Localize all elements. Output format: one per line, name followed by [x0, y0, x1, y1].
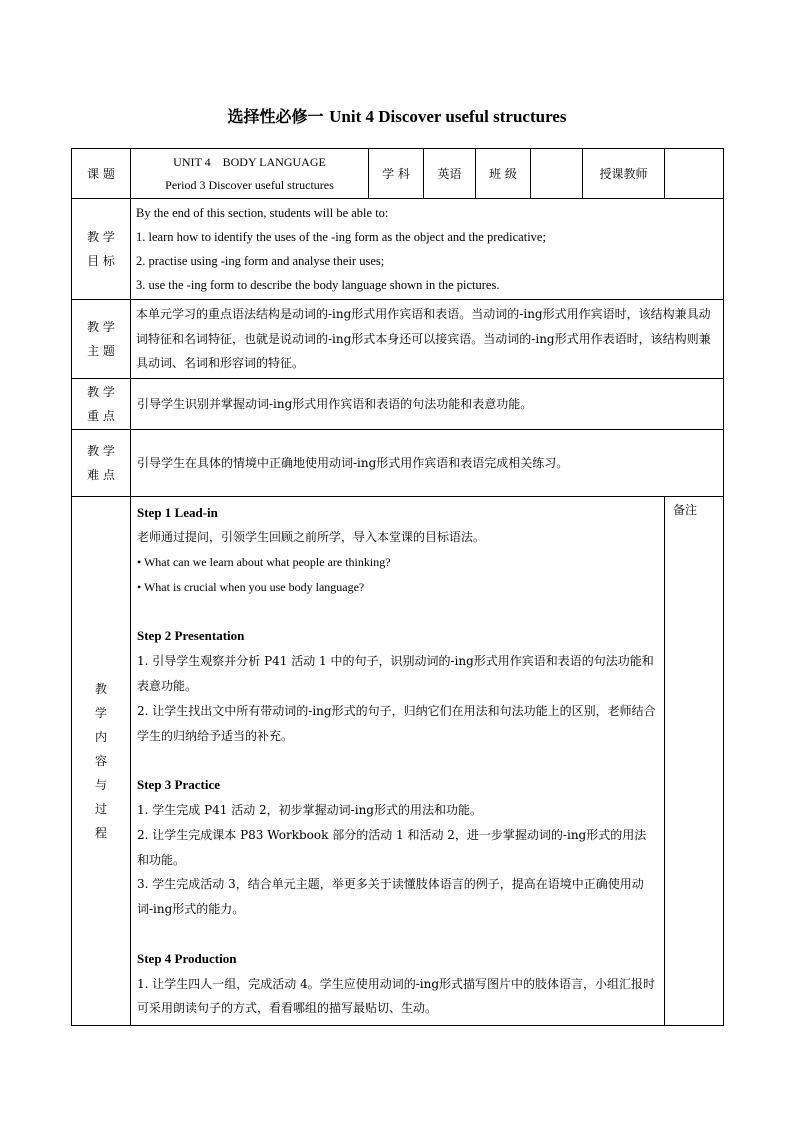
step3-item-1: 1. 学生完成 P41 活动 2，初步掌握动词-ing形式的用法和功能。: [137, 803, 482, 818]
step2-title: Step 2 Presentation: [137, 628, 245, 644]
teacher-label: 授课教师: [583, 149, 665, 199]
step1-text: 老师通过提问，引领学生回顾之前所学，导入本堂课的目标语法。: [137, 530, 486, 545]
objectives-content: [131, 199, 724, 300]
step2-item-2: 2. 让学生找出文中所有带动词的-ing形式的句子，归纳它们在用法和句法功能上的区别，老师结合学生的归纳给予适当的补充。: [137, 703, 656, 743]
step1-title: Step 1 Lead-in: [137, 504, 218, 520]
topic-cell: [131, 149, 369, 199]
key-points-label: 教 学 重 点: [72, 378, 131, 429]
topic-line2: Period 3 Discover useful structures: [165, 177, 334, 192]
step2-item-1: 1. 引导学生观察并分析 P41 活动 1 中的句子，识别动词的-ing形式用作宾语和表语的句法功能和表意功能。: [137, 654, 654, 694]
class-label: 班 级: [476, 149, 531, 199]
subject-value: 英语: [424, 149, 476, 199]
step3-item-3: 3. 学生完成活动 3，结合单元主题，举更多关于读懂肢体语言的例子，提高在语境中正确使用动词-ing形式的能力。: [137, 877, 644, 917]
process-content: [131, 496, 665, 1026]
step4-item-1: 1. 让学生四人一组，完成活动 4。学生应使用动词的-ing形式描写图片中的肢体语言，小组汇报时可采用朗读句子的方式，看看哪组的描写最贴切、生动。: [137, 976, 656, 1016]
difficulties-label: 教 学 难 点: [72, 429, 131, 496]
difficulties-row: [72, 429, 724, 496]
objective-2: 2. practise using -ing form and analyse their uses;: [136, 254, 385, 268]
lesson-plan-table: [71, 148, 724, 1026]
process-row: [72, 496, 724, 1026]
objective-1: 1. learn how to identify the uses of the -ing form as the object and the predicative;: [136, 230, 546, 244]
topic-line1: UNIT 4 BODY LANGUAGE: [173, 154, 326, 169]
step3-item-2: 2. 让学生完成课本 P83 Workbook 部分的活动 1 和活动 2，进一步掌握动词的-ing形式的用法和功能。: [137, 827, 647, 867]
header-row: [72, 149, 724, 199]
subject-label: 学 科: [369, 149, 424, 199]
step1-question-1: • What can we learn about what people are thinking?: [137, 555, 391, 570]
theme-content: 本单元学习的重点语法结构是动词的-ing形式用作宾语和表语。当动词的-ing形式用作宾语时，该结构兼具动词特征和名词特征，也就是说动词的-ing形式本身还可以接宾语。当动词的-ing形式用作表语时，该结构则兼具动词、名词和形容词的特征。: [131, 300, 724, 379]
objectives-label: 教 学 目 标: [72, 199, 131, 300]
notes-label: 备注: [673, 502, 698, 517]
objective-3: 3. use the -ing form to describe the body language shown in the pictures.: [136, 278, 500, 292]
class-value[interactable]: [531, 149, 583, 199]
theme-row: [72, 300, 724, 379]
difficulties-content: 引导学生在具体的情境中正确地使用动词-ing形式用作宾语和表语完成相关练习。: [131, 429, 724, 496]
step1-question-2: • What is crucial when you use body language?: [137, 579, 365, 594]
notes-column: [665, 496, 724, 1026]
objective-intro: By the end of this section, students will be able to:: [136, 206, 389, 220]
key-points-row: [72, 378, 724, 429]
step3-title: Step 3 Practice: [137, 777, 221, 793]
objectives-row: [72, 199, 724, 300]
key-points-content: 引导学生识别并掌握动词-ing形式用作宾语和表语的句法功能和表意功能。: [131, 378, 724, 429]
title-cn: 选择性必修一: [227, 107, 324, 126]
theme-label: 教 学 主 题: [72, 300, 131, 379]
topic-label: 课 题: [72, 149, 131, 199]
step4-title: Step 4 Production: [137, 950, 237, 966]
process-label: 教 学 内 容 与 过 程: [72, 496, 131, 1026]
title-en: Unit 4 Discover useful structures: [329, 107, 567, 126]
document-title: [0, 104, 794, 127]
teacher-value[interactable]: [665, 149, 724, 199]
